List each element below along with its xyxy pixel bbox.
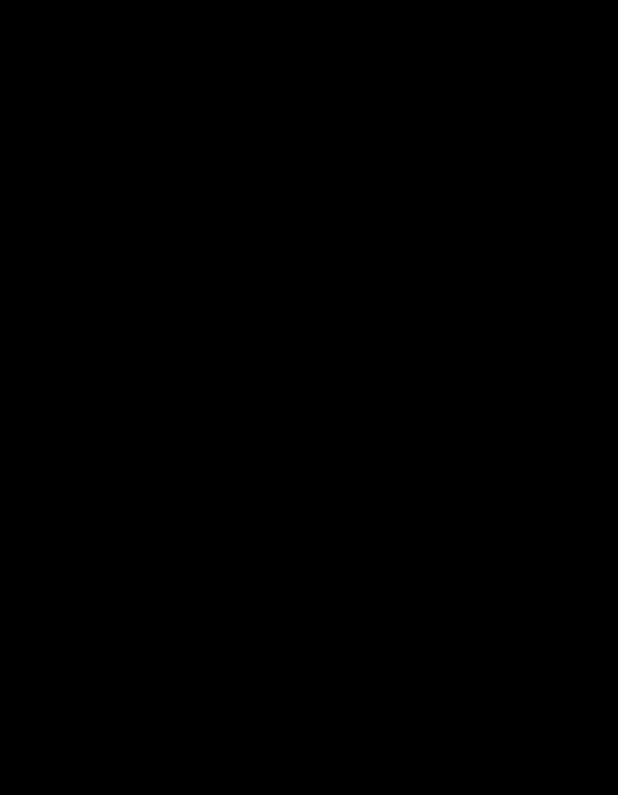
row-material-name-line: Worki na śmieci duże 120 l rolka - 25 szt.	[49, 381, 267, 396]
header-quantity-line: 1 miesiąca	[482, 193, 538, 208]
row-material-name-line: Preparat do konserwacji i nabłyszczania PCV,	[49, 633, 288, 648]
row-material-name-line: Odświeżacz powietrza aerozol 300 – 350 ml	[49, 507, 281, 522]
table-row	[0, 704, 618, 722]
row-material-name-line: Preparat chwastobójczy	[49, 669, 173, 684]
row-number: 14.	[21, 525, 38, 540]
header-quantity-line: wymagana	[481, 161, 539, 176]
table-row	[0, 506, 618, 524]
row-number: 13.	[21, 507, 38, 522]
table-row	[0, 326, 618, 362]
row-quantity: 10	[501, 399, 515, 414]
row-quantity: 40	[501, 363, 515, 378]
row-number: 16.	[21, 561, 38, 576]
row-unit: tona	[391, 687, 415, 702]
row-quantity: 2500	[495, 489, 521, 504]
row-number: 1.	[28, 273, 38, 288]
row-quantity: 20	[501, 381, 515, 396]
row-unit: rolki	[390, 489, 416, 504]
table-row	[0, 614, 618, 632]
row-material-name	[49, 668, 354, 686]
table-row	[0, 542, 618, 560]
row-unit: litr	[395, 615, 411, 630]
row-unit: tona	[391, 705, 415, 720]
row-material-name-line: Mydło w płynie	[49, 543, 133, 558]
column-number: 4	[504, 238, 512, 253]
row-material-name-line: Paliwo	[49, 723, 86, 738]
row-material-name	[49, 542, 354, 560]
row-unit: szt.	[394, 525, 412, 540]
row-number: 15.	[21, 543, 38, 558]
row-unit: litr	[395, 597, 411, 612]
row-material-name	[49, 524, 354, 542]
row-material-name-line: Preparat do czyszczenia armatury	[49, 435, 225, 450]
row-material-name	[49, 326, 354, 362]
row-quantity: 5	[504, 453, 512, 468]
row-number: 11.	[22, 471, 38, 486]
row-unit: litr	[395, 435, 411, 450]
table-row	[0, 398, 618, 416]
row-material-name	[49, 686, 354, 704]
row-material-name	[49, 416, 354, 434]
row-unit: szt.	[394, 507, 412, 522]
row-material-name-line: Preparat do polimeryzacji	[49, 597, 184, 612]
row-quantity: 10	[501, 417, 515, 432]
header-quantity-line: do realizacji w skali	[457, 177, 563, 192]
table-row	[0, 272, 618, 290]
row-quantity: 2	[504, 669, 512, 684]
row-unit: op.	[394, 471, 412, 486]
row-material-name-line: Ręczniki papierowe 1 op. – 4000 listków	[49, 471, 263, 486]
table-row	[0, 362, 618, 380]
table-row	[0, 290, 618, 308]
row-quantity: 5	[504, 435, 512, 450]
row-quantity: 20	[501, 273, 515, 288]
row-unit: szt.	[394, 309, 412, 324]
row-quantity: 1	[504, 687, 512, 702]
table-row	[0, 668, 618, 686]
row-quantity: 10	[501, 327, 515, 342]
table-row	[0, 596, 618, 614]
row-unit: kg	[396, 579, 410, 594]
table-row	[0, 434, 618, 452]
row-number: 24.	[21, 723, 38, 738]
title-line: ŚRODKÓW CHEMICZNYCH I PALIWA	[160, 76, 458, 93]
row-unit: litr	[395, 543, 411, 558]
row-material-name-line: Proszek do prania firan	[49, 579, 170, 594]
row-material-name	[49, 470, 354, 488]
row-unit: litr	[395, 633, 411, 648]
row-material-name-line: Preparat do dezynfekcji	[49, 615, 173, 630]
row-material-name	[49, 272, 354, 290]
row-material-name-line: Płyn do WC	[49, 417, 114, 432]
row-material-name	[49, 506, 354, 524]
table-row	[0, 470, 618, 488]
table-row	[0, 308, 618, 326]
header-quantity-line: Ilość minimalna	[467, 145, 553, 160]
row-material-name-line: Ściereczki do kurzu	[49, 309, 153, 324]
row-number: 19.	[21, 615, 38, 630]
column-number: 2	[206, 238, 214, 253]
row-material-name-line: linoleum, gumolitum, lakierowany parkiet	[49, 651, 269, 666]
row-unit: litr	[395, 453, 411, 468]
column-number: 1	[24, 238, 32, 253]
row-quantity: 5	[504, 705, 512, 720]
row-quantity: 2	[504, 597, 512, 612]
row-material-name-line: Worki na śmieci małe 35/60 l rolka 50 szt.	[49, 363, 270, 378]
title-line: WYKAZ MINIMALNYCH WYMAGANYCH ILOŚCI MATERIAŁÓW,	[53, 57, 565, 74]
table-row	[0, 524, 618, 542]
row-material-name-line: Preparat do prania wykładzin	[49, 561, 202, 576]
row-material-name	[49, 290, 354, 308]
row-quantity: 20	[501, 291, 515, 306]
row-material-name-line: Uniwersalny płyn do podłóg	[49, 273, 198, 288]
row-material-name	[49, 452, 354, 470]
row-material-name-line: Preparat do pielęgnacji mebli i urządzeń	[49, 327, 259, 342]
row-quantity: 200	[498, 525, 518, 540]
row-number: 2.	[28, 291, 38, 306]
row-number: 22.	[21, 687, 38, 702]
row-quantity: 20	[501, 309, 515, 324]
row-unit: litr	[395, 399, 411, 414]
row-number: 9.	[28, 435, 38, 450]
row-unit: szt.	[394, 327, 412, 342]
row-number: 20.	[21, 633, 38, 648]
table-row	[0, 578, 618, 596]
row-number: 17.	[21, 579, 38, 594]
row-unit: litr	[395, 561, 411, 576]
row-quantity: 5	[504, 579, 512, 594]
row-material-name	[49, 398, 354, 416]
table-row	[0, 560, 618, 578]
row-material-name	[49, 560, 354, 578]
row-number: 5.	[28, 363, 38, 378]
row-number: 23.	[21, 705, 38, 720]
table-row	[0, 722, 618, 740]
row-material-name-line: Płyn do szyb	[49, 399, 117, 414]
row-material-name-line: Mop do zmywania podłóg	[49, 291, 186, 306]
row-number: 12.	[21, 489, 38, 504]
table-row	[0, 452, 618, 470]
row-unit: rolki	[390, 381, 416, 396]
row-number: 7.	[28, 399, 38, 414]
row-material-name	[49, 596, 354, 614]
row-unit: szt.	[394, 291, 412, 306]
document-title	[0, 56, 618, 113]
row-material-name	[49, 722, 354, 740]
row-material-name	[49, 362, 354, 380]
table-row	[0, 380, 618, 398]
row-number: 8.	[28, 417, 38, 432]
row-material-name	[49, 380, 354, 398]
header-lp: L.p.	[17, 175, 39, 190]
column-number: 3	[399, 238, 407, 253]
materials-table	[0, 272, 618, 740]
table-row	[0, 416, 618, 434]
row-quantity: 4	[504, 633, 512, 648]
row-unit: litr	[395, 417, 411, 432]
row-material-name	[49, 308, 354, 326]
row-unit: rolki	[390, 363, 416, 378]
row-quantity: 3	[504, 615, 512, 630]
table-row	[0, 488, 618, 506]
row-material-name	[49, 434, 354, 452]
row-number: 4.	[28, 327, 38, 342]
row-quantity: 2	[504, 561, 512, 576]
header-unit: J.m.	[392, 180, 414, 195]
row-material-name	[49, 614, 354, 632]
header-quantity	[430, 145, 590, 209]
row-quantity: 10	[501, 507, 515, 522]
row-quantity: 50	[501, 543, 515, 558]
header-name: Nazwa materiału lub środka chemicznego	[100, 175, 320, 190]
row-material-name	[49, 632, 354, 668]
row-unit: litr	[395, 273, 411, 288]
row-material-name-line: biurowych aerozol 300- 350 ml	[49, 345, 213, 360]
row-material-name	[49, 578, 354, 596]
row-number: 21.	[21, 669, 38, 684]
row-material-name	[49, 704, 354, 722]
title-line: DO REALIZACJI ZAMÓWIENIA	[185, 95, 433, 112]
row-number: 6.	[28, 381, 38, 396]
row-number: 10.	[21, 453, 38, 468]
row-unit: litr	[395, 723, 411, 738]
row-material-name-line: Papier toaletowy	[49, 489, 137, 504]
row-material-name-line: Kostka zapachowa do WC	[49, 525, 188, 540]
row-material-name-line: Chlorek wapnia – okres zimowy	[49, 687, 218, 702]
row-material-name-line: Piasek – okres zimowy	[49, 705, 170, 720]
row-unit: litr	[395, 669, 411, 684]
row-quantity: 50	[501, 723, 515, 738]
table-row	[0, 686, 618, 704]
row-quantity: 20	[501, 471, 515, 486]
row-material-name	[49, 488, 354, 506]
table-row	[0, 632, 618, 668]
row-number: 3.	[28, 309, 38, 324]
row-material-name-line: Preparat do mycia glazury i terrakoty	[49, 453, 243, 468]
row-number: 18.	[21, 597, 38, 612]
